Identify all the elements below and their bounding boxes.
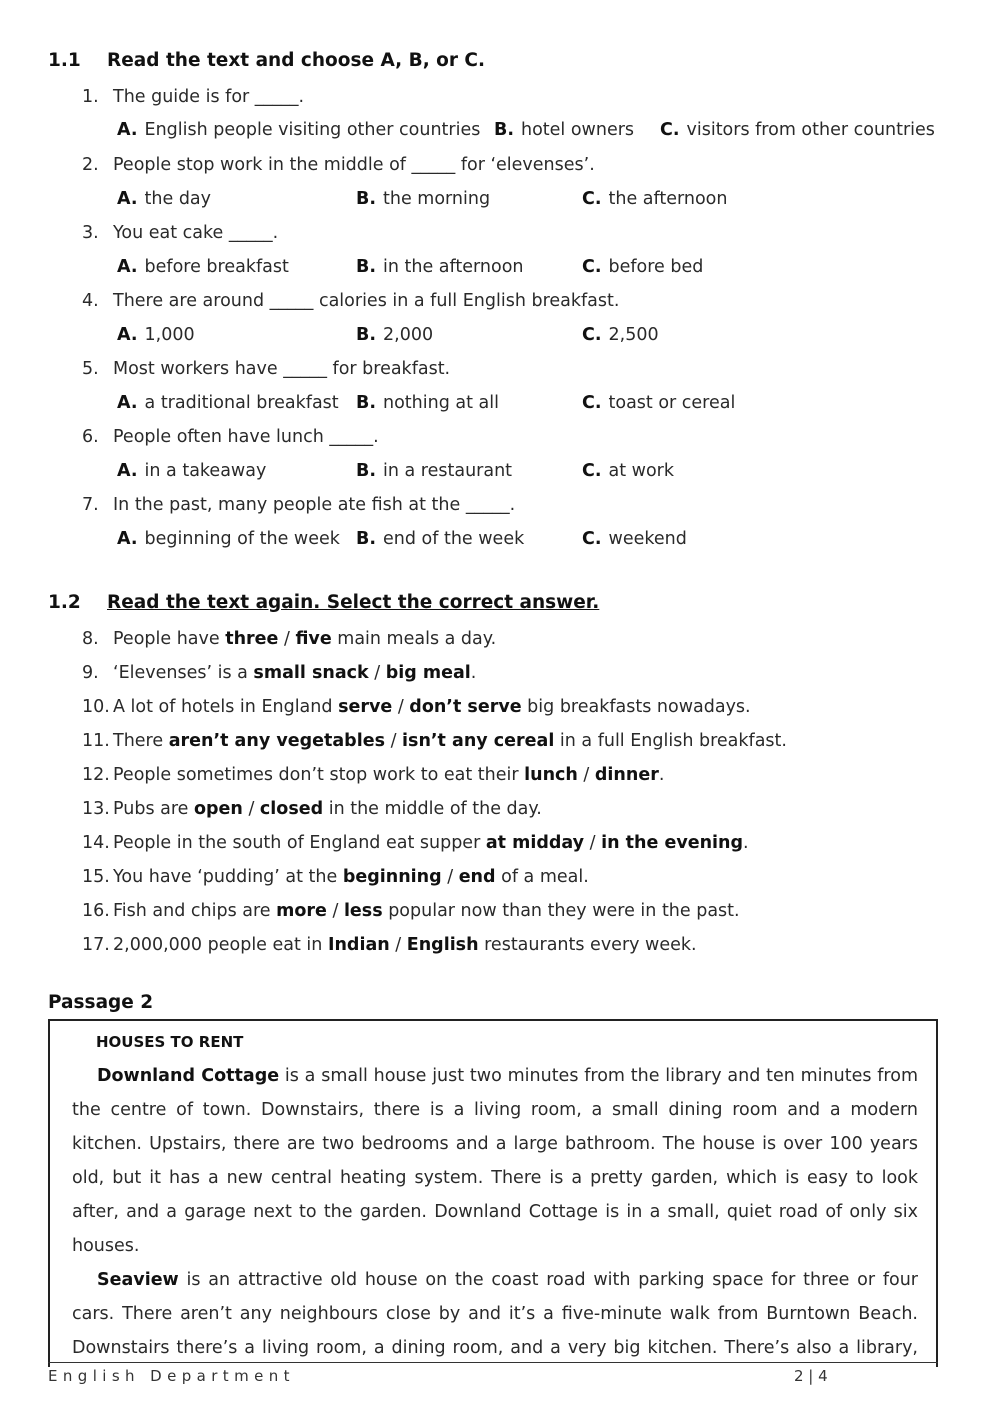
- option-1a[interactable]: A. English people visiting other countries: [117, 120, 481, 140]
- option-5a[interactable]: A. a traditional breakfast: [117, 393, 339, 413]
- statement-17: 17. 2,000,000 people eat in Indian / English restaurants every week.: [82, 935, 697, 955]
- choice-option[interactable]: beginning: [342, 867, 442, 887]
- section-title: Read the text again. Select the correct answer.: [107, 592, 600, 613]
- statement-15: 15. You have ‘pudding’ at the beginning / end of a meal.: [82, 867, 589, 887]
- choice-option[interactable]: in the evening: [601, 833, 744, 853]
- option-3b[interactable]: B. in the afternoon: [356, 257, 524, 277]
- section-2-heading: [48, 592, 599, 613]
- choice-option[interactable]: isn’t any cereal: [402, 731, 555, 751]
- option-3a[interactable]: A. before breakfast: [117, 257, 289, 277]
- option-4c[interactable]: C. 2,500: [582, 325, 659, 345]
- choice-option[interactable]: at midday: [485, 833, 585, 853]
- choice-option[interactable]: less: [343, 901, 383, 921]
- passage-text: [72, 1059, 918, 1367]
- page-number: 2 | 4: [794, 1367, 828, 1385]
- passage-box: [48, 1019, 938, 1367]
- choice-option[interactable]: big meal: [385, 663, 471, 683]
- section-number: 1.2: [48, 592, 81, 613]
- statement-9: 9. ‘Elevenses’ is a small snack / big meal.: [82, 663, 477, 683]
- section-title: Read the text and choose A, B, or C.: [107, 50, 486, 71]
- choice-option[interactable]: closed: [259, 799, 324, 819]
- option-2a[interactable]: A. the day: [117, 189, 212, 209]
- option-4a[interactable]: A. 1,000: [117, 325, 195, 345]
- choice-option[interactable]: don’t serve: [409, 697, 522, 717]
- question-1: 1. The guide is for _____.: [82, 87, 305, 107]
- statement-16: 16. Fish and chips are more / less popular now than they were in the past.: [82, 901, 740, 921]
- choice-option[interactable]: serve: [338, 697, 393, 717]
- option-1b[interactable]: B. hotel owners: [494, 120, 635, 140]
- statement-8: 8. People have three / five main meals a day.: [82, 629, 497, 649]
- option-1c[interactable]: C. visitors from other countries: [660, 120, 935, 140]
- option-3c[interactable]: C. before bed: [582, 257, 704, 277]
- choice-option[interactable]: Indian: [327, 935, 390, 955]
- footer-department: English Department: [48, 1367, 295, 1385]
- option-4b[interactable]: B. 2,000: [356, 325, 434, 345]
- question-6: 6. People often have lunch _____.: [82, 427, 379, 447]
- option-6a[interactable]: A. in a takeaway: [117, 461, 267, 481]
- property-name: Seaview: [97, 1270, 179, 1290]
- question-3: 3. You eat cake _____.: [82, 223, 279, 243]
- choice-option[interactable]: lunch: [524, 765, 578, 785]
- choice-option[interactable]: three: [225, 629, 279, 649]
- property-name: Downland Cottage: [97, 1066, 280, 1086]
- choice-option[interactable]: open: [194, 799, 243, 819]
- statement-12: 12. People sometimes don’t stop work to eat their lunch / dinner.: [82, 765, 665, 785]
- paragraph-downland: Downland Cottage is a small house just two minutes from the library and ten minutes from the centre of town. Downstairs, there is a living room, a small dining room and a modern kitchen. Upstairs, there are two bedrooms and a large bathroom. The house is over 100 years old, but it has a new central heating system. There is a pretty garden, which is easy to look after, and a garage next to the garden. Downland Cottage is in a small, quiet road of only six houses.: [72, 1066, 918, 1256]
- option-7a[interactable]: A. beginning of the week: [117, 529, 340, 549]
- choice-option[interactable]: end: [458, 867, 496, 887]
- option-7b[interactable]: B. end of the week: [356, 529, 525, 549]
- statement-13: 13. Pubs are open / closed in the middle of the day.: [82, 799, 542, 819]
- section-1-heading: [48, 50, 485, 71]
- option-7c[interactable]: C. weekend: [582, 529, 687, 549]
- option-5c[interactable]: C. toast or cereal: [582, 393, 736, 413]
- footer-divider: [48, 1362, 938, 1363]
- option-5b[interactable]: B. nothing at all: [356, 393, 499, 413]
- choice-option[interactable]: aren’t any vegetables: [168, 731, 385, 751]
- choice-option[interactable]: small snack: [253, 663, 369, 683]
- question-2: 2. People stop work in the middle of _____ for ‘elevenses’.: [82, 155, 595, 175]
- statement-11: 11. There aren’t any vegetables / isn’t any cereal in a full English breakfast.: [82, 731, 787, 751]
- option-2c[interactable]: C. the afternoon: [582, 189, 728, 209]
- section-number: 1.1: [48, 50, 81, 71]
- choice-option[interactable]: five: [295, 629, 332, 649]
- question-4: 4. There are around _____ calories in a full English breakfast.: [82, 291, 620, 311]
- question-7: 7. In the past, many people ate fish at the _____.: [82, 495, 516, 515]
- choice-option[interactable]: more: [276, 901, 327, 921]
- choice-option[interactable]: English: [406, 935, 479, 955]
- paragraph-seaview: Seaview is an attractive old house on the coast road with parking space for three or four cars. There aren’t any neighbours close by and it’s a five-minute walk from Burntown Beach. Downstairs there’s a living room, a dining room, and a very big kitchen. There’s also a library,: [72, 1270, 918, 1358]
- option-6c[interactable]: C. at work: [582, 461, 674, 481]
- statement-14: 14. People in the south of England eat supper at midday / in the evening.: [82, 833, 749, 853]
- passage-heading: HOUSES TO RENT: [96, 1033, 244, 1051]
- choice-option[interactable]: dinner: [594, 765, 659, 785]
- question-5: 5. Most workers have _____ for breakfast.: [82, 359, 451, 379]
- passage-title: Passage 2: [48, 992, 154, 1013]
- option-2b[interactable]: B. the morning: [356, 189, 491, 209]
- option-6b[interactable]: B. in a restaurant: [356, 461, 513, 481]
- statement-10: 10. A lot of hotels in England serve / don’t serve big breakfasts nowadays.: [82, 697, 751, 717]
